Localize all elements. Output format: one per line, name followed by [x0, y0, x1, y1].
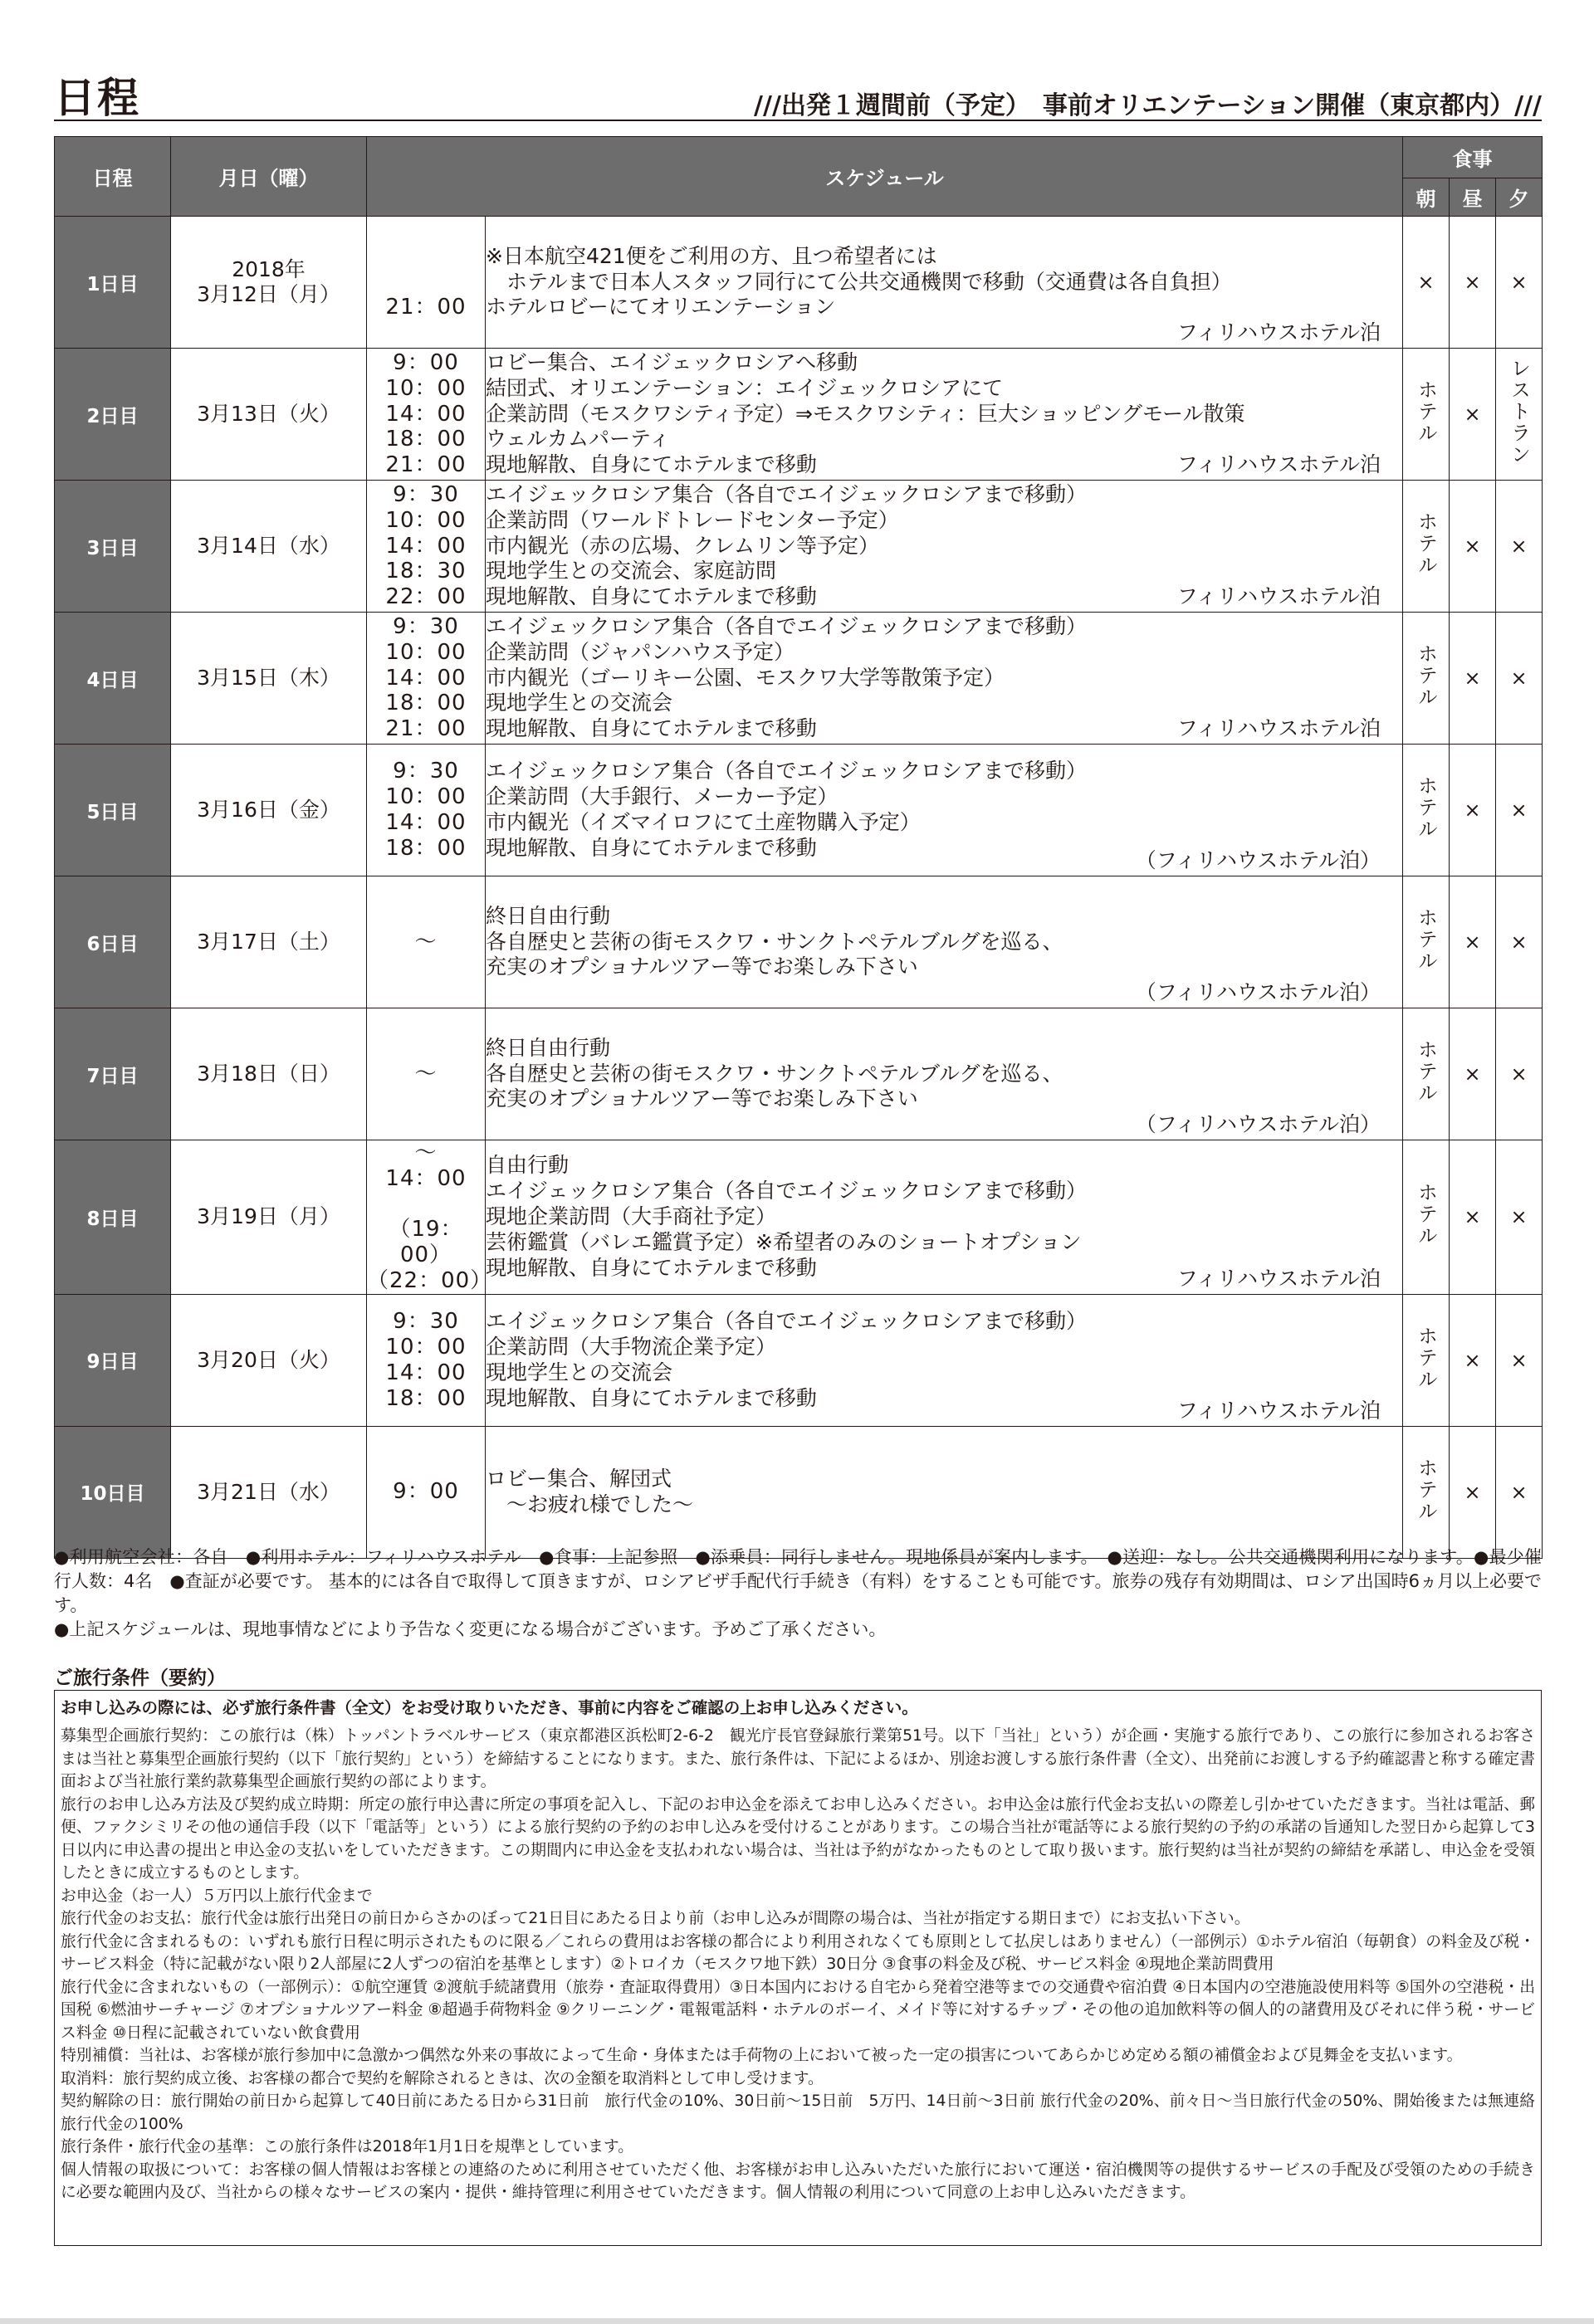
date-cell: 3月13日（火）: [171, 349, 367, 481]
dinner-cell: ×: [1496, 1140, 1543, 1295]
table-row: [55, 481, 1543, 613]
hotel-note: フィリハウスホテル泊: [1176, 716, 1381, 741]
breakfast-text: ホテル: [1414, 907, 1438, 972]
breakfast-cell: [1403, 349, 1450, 481]
dinner-cell: ×: [1496, 1008, 1543, 1140]
note-line: ●上記スケジュールは、現地事情などにより予告なく変更になる場合がございます。予めご了承ください。: [54, 1619, 887, 1639]
day-cell: 8日目: [55, 1140, 171, 1295]
day-cell: 6日目: [55, 876, 171, 1008]
date-cell: 3月17日（土）: [171, 876, 367, 1008]
col-header-date: 月日（曜）: [171, 137, 367, 217]
times-cell: ～: [367, 876, 486, 1008]
day-cell: 10日目: [55, 1426, 171, 1558]
col-header-breakfast: 朝: [1403, 178, 1450, 217]
dinner-cell: ×: [1496, 481, 1543, 613]
condition-item: 旅行代金に含まれないもの（一部例示）：①航空運賃 ②渡航手続諸費用（旅券・査証取得費用）③日本国内における自宅から発着空港等までの交通費や宿泊費 ④日本国内の空港施設使用料等 ⑤国外の空港税・出国税 ⑥燃油サーチャージ ⑦オプショナルツアー料金 ⑧超過手荷物料金 ⑨クリーニング・電報電話料・ホテルのボーイ、メイド等に対するチップ・その他の追加飲料等の個人的の諸費用及びそれに伴う税・サービス料金 ⑩日程に記載されていない飲食費用: [61, 1978, 1535, 2042]
condition-item: 旅行のお申し込み方法及び契約成立時期：所定の旅行申込書に所定の事項を記入し、下記のお申込金を添えてお申し込みください。お申込金は旅行代金お支払いの際差し引かせていただきます。当社は電話、郵便、ファクシミリその他の通信手段（以下「電話等」という）による旅行契約の予約のお申し込みを受付けることがあります。この場合当社が電話等による旅行契約の予約の承諾の旨通知した翌日から起算して3日以内に申込書の提出と申込金の支払いをしていただきます。この期間内に申込金を支払われない場合は、当社は予約がなかったものとして取り扱います。旅行契約は当社が契約の締結を承諾し、申込金を受領したときに成立するものとします。: [61, 1795, 1535, 1882]
table-row: [55, 1140, 1543, 1295]
condition-item: 旅行代金のお支払：旅行代金は旅行出発日の前日からさかのぼって21日目にあたる日より前（お申し込みが間際の場合は、当社が指定する期日まで）にお支払い下さい。: [61, 1910, 1250, 1927]
breakfast-cell: [1403, 1008, 1450, 1140]
conditions-title: ご旅行条件（要約）: [54, 1667, 226, 1689]
lunch-cell: ×: [1450, 349, 1496, 481]
breakfast-text: ホテル: [1414, 379, 1438, 444]
orientation-subtitle: ///出発１週間前（予定） 事前オリエンテーション開催（東京都内）///: [754, 91, 1542, 120]
conditions-box: [54, 1690, 1542, 2246]
schedule-cell: [486, 481, 1403, 613]
schedule-text: 終日自由行動 各自歴史と芸術の街モスクワ・サンクトペテルブルグを巡る、 充実のオプショナルツアー等でお楽しみ下さい: [486, 1035, 1063, 1111]
breakfast-cell: [1403, 1426, 1450, 1558]
date-cell: 3月19日（月）: [171, 1140, 367, 1295]
schedule-cell: [486, 1008, 1403, 1140]
lunch-cell: ×: [1450, 1294, 1496, 1426]
times-cell: ～ 14：00 （19：00） （22：00）: [367, 1140, 493, 1293]
lunch-cell: ×: [1450, 1426, 1496, 1558]
breakfast-cell: [1403, 613, 1450, 745]
table-row: [55, 349, 1543, 481]
schedule-cell: [486, 1426, 1403, 1558]
breakfast-cell: [1403, 745, 1450, 876]
dinner-text: レストラン: [1507, 358, 1531, 466]
hotel-note: フィリハウスホテル泊: [1176, 452, 1381, 477]
breakfast-cell: [1403, 1140, 1450, 1295]
schedule-text: エイジェックロシア集合（各自でエイジェックロシアまで移動） 企業訪問（大手物流企業予定） 現地学生との交流会 現地解散、自身にてホテルまで移動: [486, 1309, 1088, 1410]
schedule-text: 終日自由行動 各自歴史と芸術の街モスクワ・サンクトペテルブルグを巡る、 充実のオプショナルツアー等でお楽しみ下さい: [486, 903, 1063, 979]
breakfast-cell: ×: [1403, 217, 1450, 349]
times-cell: 9：30 10：00 14：00 18：00: [367, 745, 486, 876]
col-header-day: 日程: [55, 137, 171, 217]
lunch-cell: ×: [1450, 613, 1496, 745]
hotel-note: （フィリハウスホテル泊）: [1135, 1112, 1381, 1137]
schedule-cell: [486, 1140, 1403, 1295]
col-header-schedule: スケジュール: [367, 137, 1403, 217]
table-row: [55, 876, 1543, 1008]
note-line: ●利用航空会社：各自 ●利用ホテル：フィリハウスホテル ●食事：上記参照 ●添乗員：同行しません。現地係員が案内します。 ●送迎：なし。公共交通機関利用になります。●最少催行人数：4名 ●査証が必要です。 基本的には各自で取得して頂きますが、ロシアビザ手配代行手続き（有料）をすることも可能です。旅券の残存有効期間は、ロシア出国時6ヵ月以上必要です。: [54, 1547, 1542, 1615]
schedule-cell: [486, 349, 1403, 481]
times-cell: 9：30 10：00 14：00 18：00 21：00: [367, 613, 486, 745]
day-cell: 1日目: [55, 217, 171, 349]
lunch-cell: ×: [1450, 217, 1496, 349]
times-cell: 9：00 10：00 14：00 18：00 21：00: [367, 349, 486, 481]
lunch-cell: ×: [1450, 481, 1496, 613]
condition-item: お申込金（お一人）５万円以上旅行代金まで: [61, 1887, 373, 1905]
hotel-note: （フィリハウスホテル泊）: [1135, 848, 1381, 873]
footer-divider: [0, 2318, 1594, 2324]
times-cell: 21：00: [367, 217, 486, 349]
dinner-cell: ×: [1496, 613, 1543, 745]
date-cell: 3月16日（金）: [171, 745, 367, 876]
breakfast-text: ホテル: [1414, 775, 1438, 840]
times-cell: 9：30 10：00 14：00 18：00: [367, 1294, 486, 1426]
travel-notes: [54, 1545, 1542, 1642]
times-cell: 9：00: [367, 1426, 486, 1558]
day-cell: 9日目: [55, 1294, 171, 1426]
breakfast-text: ホテル: [1414, 643, 1438, 708]
day-cell: 5日目: [55, 745, 171, 876]
conditions-lead: お申し込みの際には、必ず旅行条件書（全文）をお受け取りいただき、事前に内容をご確認の上お申し込みください。: [61, 1698, 918, 1717]
condition-item: 個人情報の取扱について：お客様の個人情報はお客様との連絡のために利用させていただく他、お客様がお申し込みいただいた旅行において運送・宿泊機関等の提供するサービスの手配及び受領のための手続きに必要な範囲内及び、当社からの様々なサービスの案内・提供・維持管理に利用させていただきます。個人情報の利用について同意の上お申し込みいただきます。: [61, 2160, 1535, 2201]
condition-item: 契約解除の日：旅行開始の前日から起算して40日前にあたる日から31日前 旅行代金の10%、30日前～15日前 5万円、14日前～3日前 旅行代金の20%、前々日～当日旅行代金の50%、開始後または無連絡 旅行代金の100%: [61, 2092, 1535, 2133]
schedule-table: [54, 136, 1543, 1559]
breakfast-cell: [1403, 876, 1450, 1008]
schedule-text: エイジェックロシア集合（各自でエイジェックロシアまで移動） 企業訪問（ワールドトレードセンター予定） 市内観光（赤の広場、クレムリン等予定） 現地学生との交流会、家庭訪問 現地解散、自身にてホテルまで移動: [486, 482, 1088, 609]
hotel-note: フィリハウスホテル泊: [1176, 320, 1381, 345]
col-header-dinner: 夕: [1496, 178, 1543, 217]
schedule-text: 自由行動 エイジェックロシア集合（各自でエイジェックロシアまで移動） 現地企業訪問（大手商社予定） 芸術鑑賞（バレエ鑑賞予定）※希望者のみのショートオプション 現地解散、自身にてホテルまで移動: [486, 1153, 1088, 1280]
date-cell: 3月14日（水）: [171, 481, 367, 613]
dinner-cell: [1496, 349, 1543, 481]
date-cell: 3月15日（木）: [171, 613, 367, 745]
condition-item: 取消料：旅行契約成立後、お客様の都合で契約を解除されるときは、次の金額を取消料として申し受けます。: [61, 2069, 824, 2087]
times-cell: ～: [367, 1008, 486, 1140]
dinner-cell: ×: [1496, 1294, 1543, 1426]
breakfast-text: ホテル: [1414, 1039, 1438, 1104]
condition-item: 募集型企画旅行契約：この旅行は（株）トッパントラベルサービス（東京都港区浜松町2-6-2 観光庁長官登録旅行業第51号。以下「当社」という）が企画・実施する旅行であり、この旅行に参加されるお客さまは当社と募集型企画旅行契約（以下「旅行契約」という）を締結することになります。また、旅行条件は、下記によるほか、別途お渡しする旅行条件書（全文）、出発前にお渡しする予約確認書と称する確定書面および当社旅行業約款募集型企画旅行契約の部によります。: [61, 1727, 1535, 1790]
schedule-text: ロビー集合、解団式 ～お疲れ様でした～: [486, 1466, 694, 1516]
schedule-cell: [486, 876, 1403, 1008]
dinner-cell: ×: [1496, 217, 1543, 349]
table-row: [55, 1294, 1543, 1426]
day-cell: 4日目: [55, 613, 171, 745]
date-cell: 3月21日（水）: [171, 1426, 367, 1558]
breakfast-text: ホテル: [1414, 1457, 1438, 1522]
table-row: [55, 745, 1543, 876]
table-row: [55, 613, 1543, 745]
date-cell: 2018年 3月12日（月）: [171, 217, 367, 349]
condition-item: 旅行代金に含まれるもの：いずれも旅行日程に明示されたものに限る／これらの費用はお客様の都合により利用されなくても原則として払戻しはありません）（一部例示）①ホテル宿泊（毎朝食）の料金及び税・サービス料金（特に記載がない限り2人部屋に2人ずつの宿泊を基準とします）②トロイカ（モスクワ地下鉄）30日分 ③食事の料金及び税、サービス料金 ④現地企業訪問費用: [61, 1932, 1535, 1973]
schedule-cell: [486, 745, 1403, 876]
lunch-cell: ×: [1450, 1140, 1496, 1295]
schedule-text: ※日本航空421便をご利用の方、且つ希望者には ホテルまで日本人スタッフ同行にて公共交通機関で移動（交通費は各自負担） ホテルロビーにてオリエンテーション: [486, 243, 1232, 320]
col-header-meals: 食事: [1403, 137, 1543, 178]
breakfast-text: ホテル: [1414, 1182, 1438, 1247]
hotel-note: フィリハウスホテル泊: [1176, 584, 1381, 609]
table-row: [55, 1008, 1543, 1140]
dinner-cell: ×: [1496, 745, 1543, 876]
col-header-lunch: 昼: [1450, 178, 1496, 217]
dinner-cell: ×: [1496, 876, 1543, 1008]
lunch-cell: ×: [1450, 745, 1496, 876]
hotel-note: （フィリハウスホテル泊）: [1135, 980, 1381, 1005]
schedule-text: ロビー集合、エイジェックロシアへ移動 結団式、オリエンテーション：エイジェックロシアにて 企業訪問（モスクワシティ予定）⇒モスクワシティ：巨大ショッピングモール散策 ウェルカムパーティ 現地解散、自身にてホテルまで移動: [486, 350, 1245, 477]
breakfast-text: ホテル: [1414, 1325, 1438, 1390]
schedule-cell: [486, 1294, 1403, 1426]
condition-item: 旅行条件・旅行代金の基準：この旅行条件は2018年1月1日を規準としています。: [61, 2138, 633, 2156]
condition-item: 特別補償：当社は、お客様が旅行参加中に急激かつ偶然な外来の事故によって生命・身体または手荷物の上において被った一定の損害についてあらかじめ定める額の補償金および見舞金を支払います。: [61, 2047, 1463, 2064]
breakfast-text: ホテル: [1414, 511, 1438, 576]
breakfast-cell: [1403, 1294, 1450, 1426]
date-cell: 3月20日（火）: [171, 1294, 367, 1426]
page-title: 日程: [54, 74, 140, 122]
table-row: [55, 1426, 1543, 1558]
schedule-cell: [486, 613, 1403, 745]
schedule-text: エイジェックロシア集合（各自でエイジェックロシアまで移動） 企業訪問（ジャパンハウス予定） 市内観光（ゴーリキー公園、モスクワ大学等散策予定） 現地学生との交流会 現地解散、自身にてホテルまで移動: [486, 614, 1088, 741]
breakfast-cell: [1403, 481, 1450, 613]
day-cell: 3日目: [55, 481, 171, 613]
section-header: [54, 65, 1542, 121]
lunch-cell: ×: [1450, 876, 1496, 1008]
dinner-cell: ×: [1496, 1426, 1543, 1558]
schedule-cell: [486, 217, 1403, 349]
lunch-cell: ×: [1450, 1008, 1496, 1140]
hotel-note: フィリハウスホテル泊: [1176, 1398, 1381, 1423]
day-cell: 2日目: [55, 349, 171, 481]
day-cell: 7日目: [55, 1008, 171, 1140]
times-cell: 9：30 10：00 14：00 18：30 22：00: [367, 481, 486, 613]
table-row: [55, 217, 1543, 349]
schedule-text: エイジェックロシア集合（各自でエイジェックロシアまで移動） 企業訪問（大手銀行、メーカー予定） 市内観光（イズマイロフにて土産物購入予定） 現地解散、自身にてホテルまで移動: [486, 759, 1088, 860]
hotel-note: フィリハウスホテル泊: [1176, 1266, 1381, 1291]
date-cell: 3月18日（日）: [171, 1008, 367, 1140]
